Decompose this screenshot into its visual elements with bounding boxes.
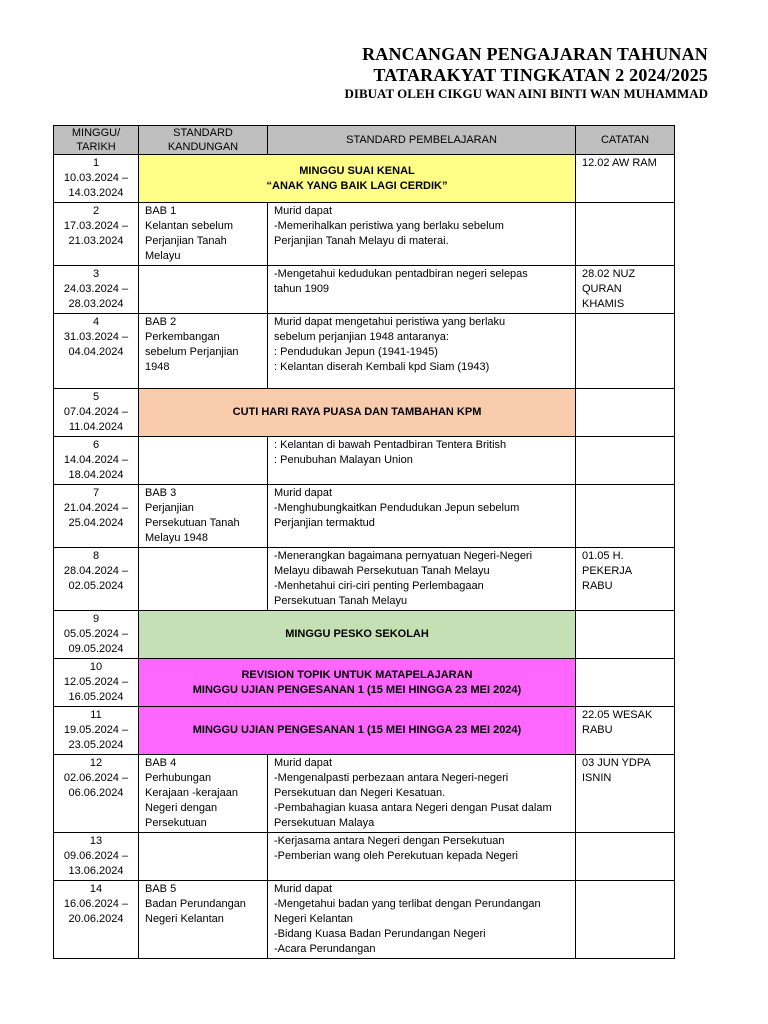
catatan-cell	[576, 437, 675, 485]
standard-pembelajaran-cell	[268, 437, 576, 485]
catatan-cell	[576, 314, 675, 389]
standard-kandungan-text: BAB 2	[145, 316, 177, 328]
week-start-date: 28.04.2024 –	[63, 565, 129, 577]
week-start-date: 07.04.2024 –	[63, 406, 129, 418]
week-end-date: 02.05.2024	[68, 580, 124, 592]
banner-text: “ANAK YANG BAIK LAGI CERDIK”	[266, 179, 448, 192]
standard-pembelajaran-text: -Memerihalkan peristiwa yang berlaku sebelum	[274, 220, 504, 232]
table-row	[54, 881, 675, 959]
standard-pembelajaran-text: Perjanjian termaktud	[274, 517, 375, 529]
catatan-text: 01.05 H.	[582, 550, 624, 562]
standard-kandungan-text: Kerajaan -kerajaan	[145, 787, 238, 799]
week-start-date: 17.03.2024 –	[63, 220, 129, 232]
banner-cell	[139, 659, 576, 707]
banner-text: MINGGU PESKO SEKOLAH	[285, 628, 429, 640]
table-row	[54, 707, 675, 755]
standard-pembelajaran-text: Perjanjian Tanah Melayu di materai.	[274, 235, 449, 247]
week-end-date: 14.03.2024	[68, 187, 124, 199]
week-number: 1	[92, 157, 100, 169]
standard-pembelajaran-text: Negeri Kelantan	[274, 913, 353, 925]
standard-kandungan-text: Kelantan sebelum	[145, 220, 234, 232]
table-row	[54, 155, 675, 203]
standard-pembelajaran-text: Persekutuan Tanah Melayu	[274, 595, 408, 607]
table-row	[54, 203, 675, 266]
standard-kandungan-text: Negeri dengan	[145, 802, 218, 814]
standard-kandungan-text: Perjanjian	[145, 502, 194, 514]
standard-kandungan-text: Persekutuan Tanah	[145, 517, 240, 529]
table-row	[54, 611, 675, 659]
standard-pembelajaran-text: Persekutuan Malaya	[274, 817, 375, 829]
title-line-1: RANCANGAN PENGAJARAN TAHUNAN	[362, 44, 708, 64]
week-start-date: 12.05.2024 –	[63, 676, 129, 688]
standard-pembelajaran-text: -Mengetahui badan yang terlibat dengan Perundangan	[274, 898, 541, 910]
document-header	[345, 44, 708, 102]
week-number: 11	[90, 709, 102, 721]
catatan-text: 28.02 NUZ	[582, 268, 636, 280]
week-start-date: 19.05.2024 –	[63, 724, 129, 736]
banner-text: MINGGU UJIAN PENGESANAN 1 (15 MEI HINGGA 23 MEI 2024)	[192, 683, 522, 696]
standard-pembelajaran-text: Murid dapat	[274, 205, 333, 217]
week-start-date: 21.04.2024 –	[63, 502, 129, 514]
standard-kandungan-text: BAB 4	[145, 757, 177, 769]
standard-pembelajaran-text: -Pembahagian kuasa antara Negeri dengan Pusat dalam	[274, 802, 552, 814]
week-end-date: 28.03.2024	[68, 298, 124, 310]
catatan-text: 03 JUN YDPA	[582, 757, 651, 769]
catatan-cell	[576, 833, 675, 881]
standard-pembelajaran-text: -Mengetahui kedudukan pentadbiran negeri selepas	[274, 268, 528, 280]
standard-kandungan-text: Badan Perundangan	[145, 898, 246, 910]
standard-kandungan-text: BAB 3	[145, 487, 177, 499]
standard-pembelajaran-text: -Menghubungkaitkan Pendudukan Jepun sebelum	[274, 502, 520, 514]
header-standard-pembelajaran: STANDARD PEMBELAJARAN	[268, 126, 576, 155]
standard-kandungan-cell	[139, 314, 268, 389]
standard-kandungan-text: 1948	[145, 361, 170, 373]
table-row	[54, 833, 675, 881]
week-end-date: 16.05.2024	[68, 691, 124, 703]
week-start-date: 31.03.2024 –	[63, 331, 129, 343]
standard-pembelajaran-text: Melayu dibawah Persekutuan Tanah Melayu	[274, 565, 490, 577]
banner-text: MINGGU SUAI KENAL	[299, 164, 415, 177]
standard-kandungan-cell	[139, 833, 268, 881]
week-cell	[54, 659, 139, 707]
standard-kandungan-text: BAB 5	[145, 883, 177, 895]
catatan-text: 22.05 WESAK	[582, 709, 653, 721]
table-row	[54, 389, 675, 437]
week-cell	[54, 485, 139, 548]
week-cell	[54, 881, 139, 959]
standard-kandungan-text: Persekutuan	[145, 817, 207, 829]
week-cell	[54, 548, 139, 611]
standard-pembelajaran-cell	[268, 314, 576, 389]
standard-pembelajaran-text: -Bidang Kuasa Badan Perundangan Negeri	[274, 928, 486, 940]
week-start-date: 24.03.2024 –	[63, 283, 129, 295]
catatan-cell	[576, 389, 675, 437]
standard-kandungan-text: BAB 1	[145, 205, 177, 217]
week-number: 8	[92, 550, 100, 562]
week-end-date: 20.06.2024	[68, 913, 124, 925]
week-start-date: 16.06.2024 –	[63, 898, 129, 910]
standard-pembelajaran-text: : Kelantan di bawah Pentadbiran Tentera British	[274, 439, 507, 451]
week-number: 6	[92, 439, 100, 451]
week-cell	[54, 833, 139, 881]
standard-pembelajaran-text: -Mengenalpasti perbezaan antara Negeri-negeri	[274, 772, 509, 784]
week-cell	[54, 389, 139, 437]
week-start-date: 10.03.2024 –	[63, 172, 129, 184]
week-number: 10	[89, 661, 103, 673]
week-number: 7	[92, 487, 100, 499]
week-end-date: 23.05.2024	[68, 739, 124, 751]
standard-pembelajaran-cell	[268, 266, 576, 314]
standard-kandungan-cell	[139, 266, 268, 314]
week-end-date: 09.05.2024	[68, 643, 124, 655]
week-end-date: 21.03.2024	[68, 235, 124, 247]
catatan-text: RABU	[582, 580, 613, 592]
table-header-row	[54, 126, 675, 155]
week-end-date: 13.06.2024	[68, 865, 124, 877]
standard-pembelajaran-cell	[268, 485, 576, 548]
catatan-cell	[576, 659, 675, 707]
standard-kandungan-cell	[139, 437, 268, 485]
week-cell	[54, 314, 139, 389]
standard-kandungan-cell	[139, 881, 268, 959]
catatan-cell	[576, 755, 675, 833]
catatan-text: KHAMIS	[582, 298, 625, 310]
standard-pembelajaran-text: Murid dapat	[274, 757, 333, 769]
table-row	[54, 548, 675, 611]
week-start-date: 05.05.2024 –	[63, 628, 129, 640]
banner-text: CUTI HARI RAYA PUASA DAN TAMBAHAN KPM	[232, 406, 482, 418]
standard-pembelajaran-cell	[268, 203, 576, 266]
banner-cell	[139, 389, 576, 437]
standard-kandungan-cell	[139, 485, 268, 548]
week-cell	[54, 266, 139, 314]
catatan-cell	[576, 881, 675, 959]
standard-pembelajaran-text: Murid dapat	[274, 883, 333, 895]
author-line: DIBUAT OLEH CIKGU WAN AINI BINTI WAN MUHAMMAD	[344, 86, 708, 101]
table-row	[54, 314, 675, 389]
week-cell	[54, 437, 139, 485]
week-cell	[54, 155, 139, 203]
standard-pembelajaran-cell	[268, 881, 576, 959]
standard-pembelajaran-text: -Kerjasama antara Negeri dengan Persekutuan	[274, 835, 505, 847]
standard-kandungan-cell	[139, 755, 268, 833]
standard-pembelajaran-text: Persekutuan dan Negeri Kesatuan.	[274, 787, 446, 799]
catatan-cell	[576, 203, 675, 266]
standard-kandungan-cell	[139, 203, 268, 266]
table-body	[54, 155, 675, 959]
standard-kandungan-text: Negeri Kelantan	[145, 913, 224, 925]
catatan-text: 12.02 AW RAM	[582, 157, 657, 169]
catatan-text: QURAN	[582, 283, 622, 295]
standard-kandungan-cell	[139, 548, 268, 611]
week-number: 13	[89, 835, 103, 847]
standard-pembelajaran-text: -Acara Perundangan	[274, 943, 376, 955]
standard-pembelajaran-text: -Menhetahui ciri-ciri penting Perlembagaan	[274, 580, 484, 592]
catatan-text: ISNIN	[582, 772, 612, 784]
standard-pembelajaran-text: : Kelantan diserah Kembali kpd Siam (1943)	[274, 361, 490, 373]
table-row	[54, 659, 675, 707]
table-row	[54, 755, 675, 833]
banner-cell	[139, 611, 576, 659]
catatan-text: RABU	[582, 724, 613, 736]
week-cell	[54, 755, 139, 833]
banner-text: REVISION TOPIK UNTUK MATAPELAJARAN	[241, 668, 473, 681]
week-start-date: 14.04.2024 –	[63, 454, 129, 466]
banner-cell	[139, 707, 576, 755]
week-end-date: 11.04.2024	[68, 421, 124, 433]
header-minggu-tarikh: MINGGU/ TARIKH	[54, 126, 139, 155]
week-end-date: 25.04.2024	[68, 517, 124, 529]
week-end-date: 04.04.2024	[68, 346, 124, 358]
banner-text: MINGGU UJIAN PENGESANAN 1 (15 MEI HINGGA 23 MEI 2024)	[192, 724, 522, 736]
standard-kandungan-text: Melayu	[145, 250, 181, 262]
standard-pembelajaran-text: Murid dapat mengetahui peristiwa yang berlaku	[274, 316, 506, 328]
week-number: 4	[92, 316, 100, 328]
table-row	[54, 485, 675, 548]
standard-pembelajaran-cell	[268, 755, 576, 833]
week-start-date: 09.06.2024 –	[63, 850, 129, 862]
week-cell	[54, 611, 139, 659]
standard-kandungan-text: Melayu 1948	[145, 532, 208, 544]
table-row	[54, 266, 675, 314]
week-number: 3	[92, 268, 100, 280]
standard-pembelajaran-text: tahun 1909	[274, 283, 330, 295]
standard-pembelajaran-cell	[268, 548, 576, 611]
standard-kandungan-text: sebelum Perjanjian	[145, 346, 239, 358]
standard-pembelajaran-text: Murid dapat	[274, 487, 333, 499]
standard-pembelajaran-text: -Pemberian wang oleh Perekutuan kepada Negeri	[274, 850, 518, 862]
plan-table	[53, 125, 675, 959]
catatan-cell	[576, 266, 675, 314]
catatan-cell	[576, 611, 675, 659]
week-number: 5	[92, 391, 100, 403]
header-standard-kandungan: STANDARD KANDUNGAN	[139, 126, 268, 155]
week-start-date: 02.06.2024 –	[63, 772, 129, 784]
week-number: 2	[92, 205, 100, 217]
catatan-cell	[576, 707, 675, 755]
week-number: 9	[92, 613, 100, 625]
week-end-date: 18.04.2024	[68, 469, 124, 481]
week-cell	[54, 707, 139, 755]
standard-kandungan-text: Perjanjian Tanah	[145, 235, 227, 247]
catatan-cell	[576, 548, 675, 611]
catatan-text: PEKERJA	[582, 565, 633, 577]
week-cell	[54, 203, 139, 266]
table-row	[54, 437, 675, 485]
banner-cell	[139, 155, 576, 203]
title-line-2: TATARAKYAT TINGKATAN 2 2024/2025	[373, 65, 708, 85]
standard-pembelajaran-text: : Penubuhan Malayan Union	[274, 454, 413, 466]
week-number: 12	[89, 757, 103, 769]
standard-pembelajaran-cell	[268, 833, 576, 881]
standard-kandungan-text: Perkembangan	[145, 331, 220, 343]
header-catatan: CATATAN	[576, 126, 675, 155]
catatan-cell	[576, 155, 675, 203]
standard-pembelajaran-text: -Menerangkan bagaimana pernyatuan Negeri-Negeri	[274, 550, 533, 562]
catatan-cell	[576, 485, 675, 548]
week-end-date: 06.06.2024	[68, 787, 124, 799]
standard-pembelajaran-text: : Pendudukan Jepun (1941-1945)	[274, 346, 438, 358]
standard-kandungan-text: Perhubungan	[145, 772, 212, 784]
standard-pembelajaran-text: sebelum perjanjian 1948 antaranya:	[274, 331, 449, 343]
week-number: 14	[89, 883, 103, 895]
